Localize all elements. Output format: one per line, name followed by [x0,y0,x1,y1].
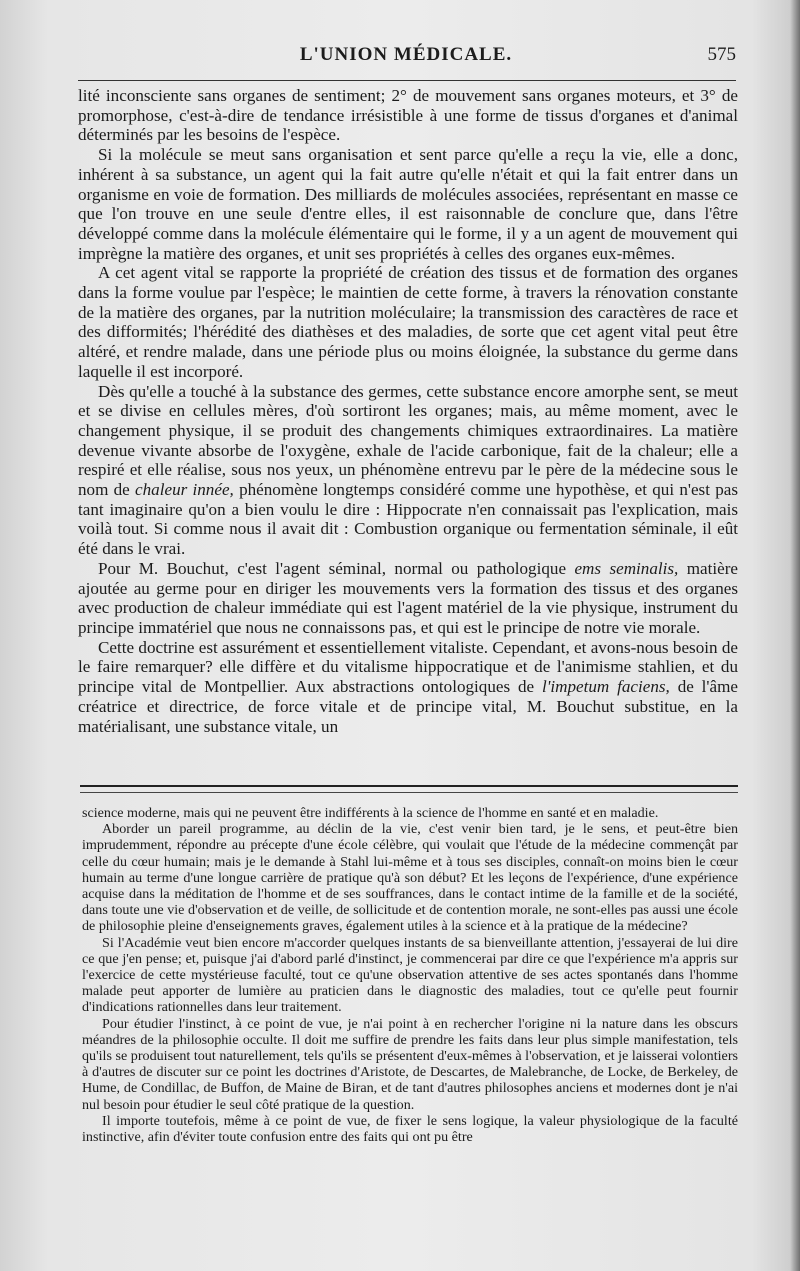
paragraph-text: matière ajoutée au germe pour en diriger les mouvements vers la formation des tissus et des organes avec production de chaleur immédiate qui est l'agent matériel de la vie physique, instrument du principe immatériel que nous ne connaissons pas, et qui est le principe de notre vie morale. [78,558,738,637]
paragraph-text: Cette doctrine est assurément et essentiellement vitaliste. Cependant, et avons-nous besoin de le faire remarquer? elle diffère et du vitalisme hippocratique et de l'animisme stahlien, et du principe vital de Montpellier. Aux abstractions ontologiques de [78,637,738,697]
italic-phrase: ems seminalis, [574,558,679,578]
paragraph: science moderne, mais qui ne peuvent être indifférents à la science de l'homme en santé et en maladie. [82,805,659,821]
paragraph: lité inconsciente sans organes de sentiment; 2° de mouvement sans organes moteurs, et 3° de promorphose, c'est-à-dire de tendance irrésistible à une forme de tissus d'organes et d'animal déterminés par les besoins de l'espèce. [78,86,738,145]
running-title: L'UNION MÉDICALE. [299,44,513,65]
paragraph: Il importe toutefois, même à ce point de vue, de fixer le sens logique, la valeur physiologique de la faculté instinctive, afin d'éviter toute confusion entre des faits qui ont pu être [82,1112,738,1146]
italic-phrase: chaleur innée, [135,480,234,500]
paragraph: Aborder un pareil programme, au déclin de la vie, c'est venir bien tard, je le sens, et peut-être bien imprudemment, répondre au précepte d'une école célèbre, qui voulait que l'étude de la médecine commençât par celle du cœur humain; mais je le demande à Stahl lui-même et à tous ses disciples, connaît-on moins bien le cœur humain au terme d'une longue carrière de pratique qu'à son début? Et les leçons de l'expérience, d'une expérience acquise dans la méditation de l'homme et de ses souffrances, dans le contact intime de la famille et de la société, dans toute une vie d'observation et de veille, de sollicitude et de contention morale, ne sont-elles pas aussi une école de philosophie pleine d'enseignements graves, également utiles à la science et à la pratique de la médecine? [82,821,738,935]
paragraph: Pour étudier l'instinct, à ce point de vue, je n'ai point à en rechercher l'origine ni la nature dans les obscurs méandres de la philosophie occulte. Il doit me suffire de prendre les faits dans leur plus simple manifestation, tels qu'ils se produisent tout naturellement, tels qu'ils se présentent d'eux-mêmes à l'observation, et je laisserai volontiers à d'autres de discuter sur ce point les doctrines d'Aristote, de Descartes, de Malebranche, de Locke, de Berkeley, de Hume, de Condillac, de Buffon, de Maine de Biran, et de tant d'autres philosophes anciens et modernes dont je n'ai nul besoin pour étudier le seul côté pratique de la question. [82,1015,738,1113]
page-header [76,44,736,72]
header-rule [78,80,736,81]
paragraph [78,559,738,638]
paragraph: Si la molécule se meut sans organisation et sent parce qu'elle a reçu la vie, elle a donc, inhérent à sa substance, un agent qui la fait autre qu'elle n'était et qui la fait entrer dans un organisme en voie de formation. Des milliards de molécules associées, représentant en masse ce que l'on trouve en une seule d'entre elles, il est raisonnable de conclure que, dans l'être développé comme dans la molécule élémentaire qui le forme, il y a un agent de mouvement qui imprègne la matière des organes, et unit ses propriétés à celles des organes eux-mêmes. [78,145,738,263]
paragraph-text: phénomène longtemps considéré comme une hypothèse, et qui n'est pas tant imaginaire qu'on a bien voulu le dire : Hippocrate n'en connaissait pas l'explication, mais voilà tout. Si comme nous il avait dit : Combustion organique ou fermentation séminale, il eût été dans le vrai. [78,480,738,559]
paragraph: Si l'Académie veut bien encore m'accorder quelques instants de sa bienveillante attention, j'essayerai de lui dire ce que j'en pense; et, puisque j'ai d'abord parlé d'instinct, je commencerai par dire ce que l'expérience m'a appris sur l'exercice de cette mystérieuse faculté, tout ce qu'une observation attentive de ses actes spontanés dans l'homme malade peut apporter de lumière au praticien dans le diagnostic des maladies, tout ce qu'elle peut fournir d'indications rationnelles dans leur traitement. [82,934,738,1016]
paragraph [78,638,738,737]
paragraph: A cet agent vital se rapporte la propriété de création des tissus et de formation des organes dans la forme voulue par l'espèce; le maintien de cette forme, à travers la rénovation constante de la matière des organes, par la nutrition moléculaire; la transmission des caractères de race et des difformités; l'hérédité des diathèses et des maladies, de sorte que cet agent vital peut être altéré, et rendre malade, dans une période plus ou moins éloignée, la substance du germe dans laquelle il est incorporé. [78,263,738,381]
paragraph-text: de l'âme créatrice et directrice, de force vitale et de principe vital, M. Bouchut substitue, en la matérialisant, une substance vitale, un [78,677,738,736]
page-number: 575 [707,44,736,65]
feuilleton-text [82,805,738,1145]
paragraph-text: Pour M. Bouchut, c'est l'agent séminal, normal ou pathologique [98,558,567,578]
italic-phrase: l'impetum faciens, [542,677,670,697]
main-text [78,86,738,736]
page-edge-shadow [790,0,800,1271]
paragraph [78,382,738,559]
section-divider [80,785,738,793]
paragraph-text: Dès qu'elle a touché à la substance des germes, cette substance encore amorphe sent, se meut et se divise en cellules mères, d'où sortiront les organes; mais, au même moment, avec le changement physique, il se produit des changements chimiques extraordinaires. La matière devenue vivante absorbe de l'oxygène, exhale de l'acide carbonique, fait de la chaleur; elle a respiré et elle réalise, sous nos yeux, un phénomène entrevu par le père de la médecine sous le nom de [78,381,738,500]
